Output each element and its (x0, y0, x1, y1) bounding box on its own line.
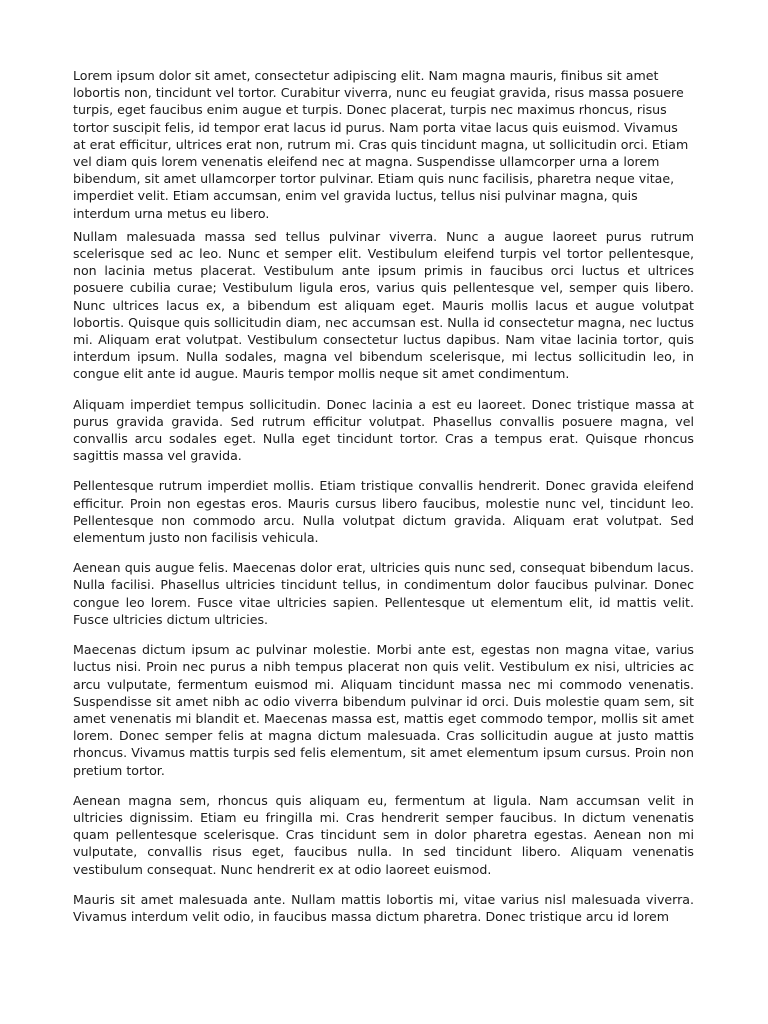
paragraph-8: Mauris sit amet malesuada ante. Nullam mattis lobortis mi, vitae varius nisl malesuada viverra. Vivamus interdum velit odio, in faucibus massa dictum pharetra. Donec tristique arcu id lorem (73, 891, 694, 924)
paragraph-3: Aliquam imperdiet tempus sollicitudin. Donec lacinia a est eu laoreet. Donec tristique massa at purus gravida gravida. Sed rutrum efficitur volutpat. Phasellus convallis posuere magna, vel convallis arcu sodales eget. Nulla eget tincidunt tortor. Cras a tempus erat. Quisque rhoncus sagittis massa vel gravida. (73, 396, 694, 464)
document-page (73, 67, 694, 955)
paragraph-1: Lorem ipsum dolor sit amet, consectetur adipiscing elit. Nam magna mauris, finibus sit amet lobortis non, tincidunt vel tortor. Curabitur viverra, nunc eu feugiat gravida, risus massa posuere turpis, eget faucibus enim augue et turpis. Donec placerat, turpis nec maximus rhoncus, risus tortor suscipit felis, id tempor erat lacus id purus. Nam porta vitae lacus quis euismod. Vivamus at erat efficitur, ultrices erat non, rutrum mi. Cras quis tincidunt magna, ut sollicitudin orci. Etiam vel diam quis lorem venenatis eleifend nec at magna. Suspendisse ullamcorper urna a lorem bibendum, sit amet ullamcorper tortor pulvinar. Etiam quis nunc facilisis, pharetra neque vitae, imperdiet velit. Etiam accumsan, enim vel gravida luctus, tellus nisi pulvinar magna, quis interdum urna metus eu libero. (73, 68, 689, 221)
paragraph-4: Pellentesque rutrum imperdiet mollis. Etiam tristique convallis hendrerit. Donec gravida eleifend efficitur. Proin non egestas eros. Mauris cursus libero faucibus, molestie nunc vel, tincidunt leo. Pellentesque non commodo arcu. Nulla volutpat dictum gravida. Aliquam erat volutpat. Sed elementum justo non facilisis vehicula. (73, 478, 694, 546)
paragraph-5: Aenean quis augue felis. Maecenas dolor erat, ultricies quis nunc sed, consequat bibendum lacus. Nulla facilisi. Phasellus ultricies tincidunt tellus, in condimentum dolor faucibus pulvinar. Donec congue leo lorem. Fusce vitae ultricies sapien. Pellentesque ut elementum elit, id mattis velit. Fusce ultricies dictum ultricies. (73, 560, 694, 627)
paragraph-6: Maecenas dictum ipsum ac pulvinar molestie. Morbi ante est, egestas non magna vitae, varius luctus nisi. Proin nec purus a nibh tempus placerat non quis velit. Vestibulum ex nisi, ultricies ac arcu vulputate, fermentum euismod mi. Aliquam tincidunt massa nec mi commodo venenatis. Suspendisse sit amet nibh ac odio viverra bibendum pulvinar id orci. Duis molestie quam sem, sit amet venenatis mi blandit et. Maecenas massa est, mattis eget commodo tempor, mollis sit amet lorem. Donec semper felis at magna dictum malesuada. Cras sollicitudin augue at justo mattis rhoncus. Vivamus mattis turpis sed felis elementum, sit amet elementum ipsum cursus. Proin non pretium tortor. (73, 642, 694, 778)
paragraph-7: Aenean magna sem, rhoncus quis aliquam eu, fermentum at ligula. Nam accumsan velit in ultricies dignissim. Etiam eu fringilla mi. Cras hendrerit semper faucibus. In dictum venenatis quam pellentesque scelerisque. Cras tincidunt sem in dolor pharetra egestas. Aenean non mi vulputate, convallis risus eget, faucibus nulla. In sed tincidunt libero. Aliquam venenatis vestibulum consequat. Nunc hendrerit ex at odio laoreet euismod. (73, 792, 694, 877)
paragraph-2: Nullam malesuada massa sed tellus pulvinar viverra. Nunc a augue laoreet purus rutrum scelerisque sed ac leo. Nunc et semper elit. Vestibulum eleifend turpis vel tortor pellentesque, non lacinia metus placerat. Vestibulum ante ipsum primis in faucibus orci luctus et ultrices posuere cubilia curae; Vestibulum ligula eros, varius quis pellentesque vel, semper quis libero. Nunc ultrices lacus ex, a bibendum est aliquam eget. Mauris mollis lacus et augue volutpat lobortis. Quisque quis sollicitudin diam, nec accumsan est. Nulla id consectetur magna, nec luctus mi. Aliquam erat volutpat. Vestibulum consectetur luctus dapibus. Nam vitae lacinia tortor, quis interdum ipsum. Nulla sodales, magna vel bibendum scelerisque, mi lectus sollicitudin leo, in congue elit ante id augue. Mauris tempor mollis neque sit amet condimentum. (73, 228, 694, 382)
